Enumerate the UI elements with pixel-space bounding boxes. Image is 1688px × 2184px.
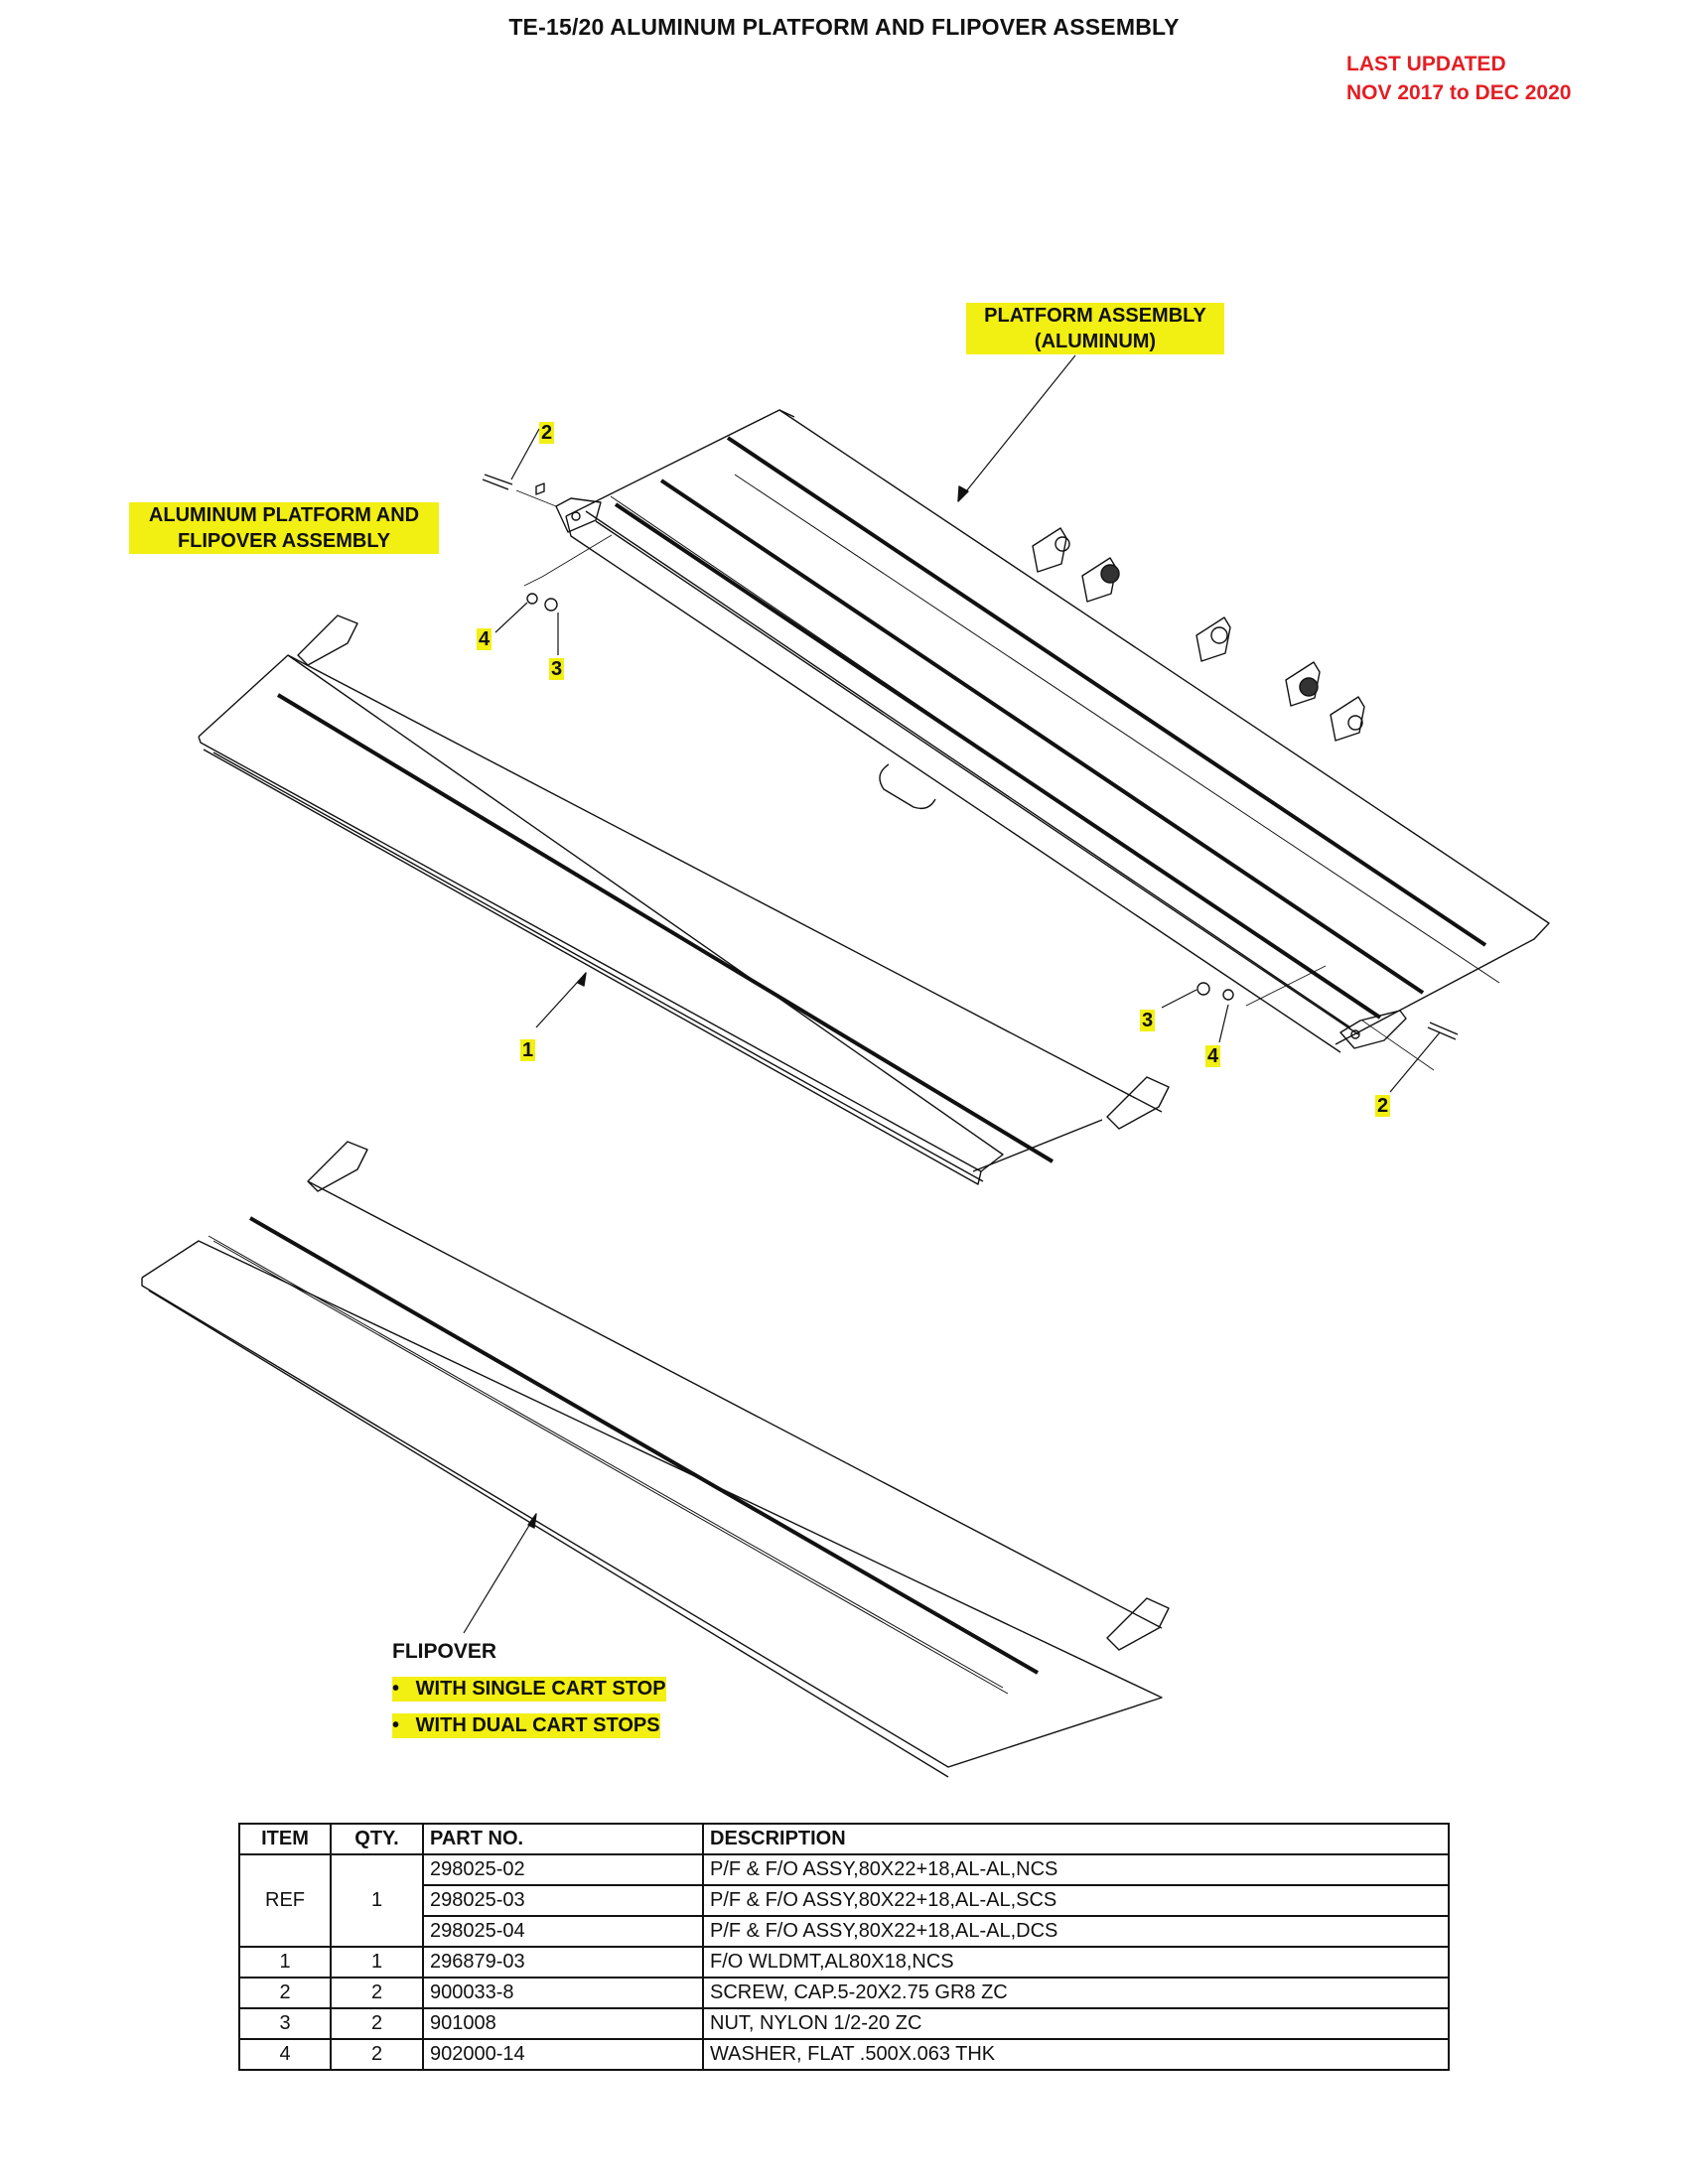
cell-part-no: 298025-04: [423, 1916, 703, 1947]
item-label-flipover-weldment: 1: [522, 1039, 534, 1061]
last-updated-label: LAST UPDATED: [1346, 53, 1506, 75]
column-header-part-no: PART NO.: [423, 1824, 703, 1854]
cell-qty: 1: [331, 1854, 423, 1947]
cell-qty: 2: [331, 2008, 423, 2039]
table-row: [239, 1978, 1449, 2008]
page-title: TE-15/20 ALUMINUM PLATFORM AND FLIPOVER ASSEMBLY: [508, 14, 1180, 40]
table-row: [239, 2039, 1449, 2070]
platform-assembly-label-line2: (ALUMINUM): [1034, 331, 1157, 352]
item-label-nut-top: 3: [551, 658, 563, 680]
last-updated-range: NOV 2017 to DEC 2020: [1346, 81, 1572, 104]
cell-item: 2: [239, 1978, 331, 2008]
item-label-screw-top: 2: [541, 422, 553, 444]
table-row: [239, 1947, 1449, 1978]
flipover-option-single-cart-stop: • WITH SINGLE CART STOP: [392, 1678, 666, 1700]
cell-description: P/F & F/O ASSY,80X22+18,AL-AL,DCS: [703, 1916, 1449, 1947]
cell-item: 1: [239, 1947, 331, 1978]
item-label-nut-bottom: 3: [1142, 1010, 1154, 1031]
cell-qty: 1: [331, 1947, 423, 1978]
column-header-description: DESCRIPTION: [703, 1824, 1449, 1854]
item-label-screw-bottom: 2: [1377, 1095, 1389, 1117]
aluminum-assembly-callout: [129, 502, 439, 554]
cell-description: F/O WLDMT,AL80X18,NCS: [703, 1947, 1449, 1978]
cell-description: P/F & F/O ASSY,80X22+18,AL-AL,SCS: [703, 1885, 1449, 1916]
table-header-row: [239, 1824, 1449, 1854]
cell-description: WASHER, FLAT .500X.063 THK: [703, 2039, 1449, 2070]
platform-assembly-callout: [966, 303, 1224, 354]
platform-assembly-label-line1: PLATFORM ASSEMBLY: [984, 305, 1206, 327]
bill-of-materials-table: [238, 1823, 1450, 2071]
cell-item: 3: [239, 2008, 331, 2039]
table-row: [239, 2008, 1449, 2039]
aluminum-assembly-label-line2: FLIPOVER ASSEMBLY: [177, 530, 391, 552]
table-row: [239, 1854, 1449, 1885]
cell-description: SCREW, CAP.5-20X2.75 GR8 ZC: [703, 1978, 1449, 2008]
platform-assembly-drawing: [483, 355, 1549, 1070]
aluminum-assembly-label-line1: ALUMINUM PLATFORM AND: [148, 504, 420, 526]
column-header-item: ITEM: [239, 1824, 331, 1854]
cell-qty: 2: [331, 1978, 423, 2008]
cell-item: REF: [239, 1854, 331, 1947]
cell-part-no: 902000-14: [423, 2039, 703, 2070]
cell-qty: 2: [331, 2039, 423, 2070]
flipover-label: FLIPOVER: [392, 1640, 497, 1663]
cell-item: 4: [239, 2039, 331, 2070]
cell-part-no: 296879-03: [423, 1947, 703, 1978]
cell-part-no: 298025-02: [423, 1854, 703, 1885]
cell-part-no: 901008: [423, 2008, 703, 2039]
flipover-option-dual-cart-stops: • WITH DUAL CART STOPS: [392, 1714, 660, 1736]
item-label-washer-bottom: 4: [1207, 1045, 1219, 1067]
cell-description: NUT, NYLON 1/2-20 ZC: [703, 2008, 1449, 2039]
cell-description: P/F & F/O ASSY,80X22+18,AL-AL,NCS: [703, 1854, 1449, 1885]
cell-part-no: 298025-03: [423, 1885, 703, 1916]
column-header-qty: QTY.: [331, 1824, 423, 1854]
item-label-washer-top: 4: [479, 628, 491, 650]
flipover-weldment-drawing: [199, 615, 1169, 1184]
cell-part-no: 900033-8: [423, 1978, 703, 2008]
